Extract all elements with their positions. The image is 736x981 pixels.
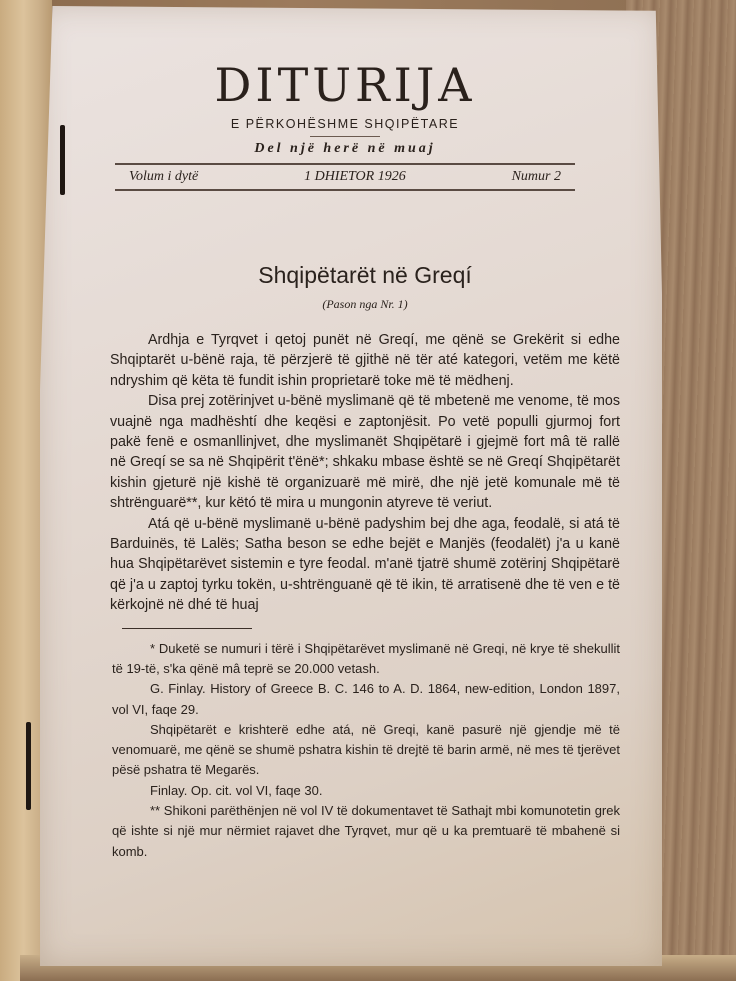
divider [310, 136, 380, 137]
issue-date: 1 DHIETOR 1926 [304, 169, 406, 184]
footnote-divider [122, 628, 252, 629]
article-body [110, 330, 620, 616]
footnote-citation: Finlay. Op. cit. vol VI, faqe 30. [150, 782, 323, 798]
issue-info [115, 169, 575, 185]
footnote-citation: G. Finlay. History of Greece B. C. 146 to A. D. 1864, new-edition, London 1897, vol VI, faqe 29. [112, 681, 620, 717]
journal-title: DITURIJA [214, 58, 476, 112]
divider [115, 163, 575, 165]
issue-number: Numur 2 [511, 169, 561, 184]
publication-frequency: Del një herë në muaj [254, 141, 436, 156]
paragraph: Atá që u-bënë myslimanë u-bënë padyshim bej dhe aga, feodalë, si atá të Barduinës, të Lalës; Satha beson se edhe bejët e Manjës (feodalët) j'a u kanë hua Shqipëtarëvet sistemin e tyre feodal. m'anë tjatrë shumë zotërinj Shqipëtarë që j'a u zaptoj tyrku tokën, u-shtrënguanë që të ikin, të arratisenë dhe të ven e të kërkojnë në dhé të huaj [110, 515, 620, 614]
paragraph: Ardhja e Tyrqvet i qetoj punët në Greqí, me qënë se Grekërit si edhe Shqiptarët u-bënë raja, të përzjerë të gjithë në tër até kategori, vetëm me këtë ndryshim që këta të fundit ishin proprietarë toke më të mëdhenj. [110, 332, 620, 389]
paragraph: Disa prej zotërinjvet u-bënë myslimanë që të mbetenë me venome, të mos vuajnë nga madhështí dhe keqësi e zaptonjësit. Po vetë populli gjurmoj fort pakë fenë e osmanllinjvet, dhe myslimanët Shqipëtarë i gjejmë fort mâ të rallë në Greqí se sa në Shqipërit t'ënë*; shkaku mbase është se në Greqí Shqipëtarët kishin gjeturë një kishë të organizuarë më mirë, dhe një jetë komunale më të shtrënguarë**, kur këtó të mira u mungonin atyreve të veriut. [110, 393, 620, 512]
article-title: Shqipëtarët në Greqí [258, 262, 472, 288]
journal-subtitle: E PËRKOHËSHME SHQIPËTARE [230, 117, 460, 131]
article [110, 262, 620, 862]
footnote: Shqipëtarët e krishterë edhe atá, në Greqi, kanë pasurë një gjendje më të venomuarë, me qënë se shumë pshatra kishin të drejtë të barin armë, në mes të tjerëvet pësë pshatra të Megarës. [112, 721, 620, 778]
footnotes [110, 639, 620, 862]
ink-mark [60, 125, 65, 195]
footnote: ** Shikoni parëthënjen në vol IV të dokumentavet të Sathajt mbi komunotetin grek që ishte si një mur nërmiet rajavet dhe Tyrqvet, mur që u ka premtuarë të mbahenë si komb. [112, 803, 620, 859]
footnote: * Duketë se numuri i tërë i Shqipëtarëvet myslimanë në Greqi, në krye të shekullit të 19-të, s'ka qënë mâ teprë se 20.000 vetash. [112, 640, 620, 676]
article-continuation-note: (Pason nga Nr. 1) [322, 297, 408, 311]
divider [115, 189, 575, 191]
masthead [115, 55, 575, 195]
volume-label: Volum i dytë [129, 169, 199, 184]
ink-mark [26, 722, 31, 810]
